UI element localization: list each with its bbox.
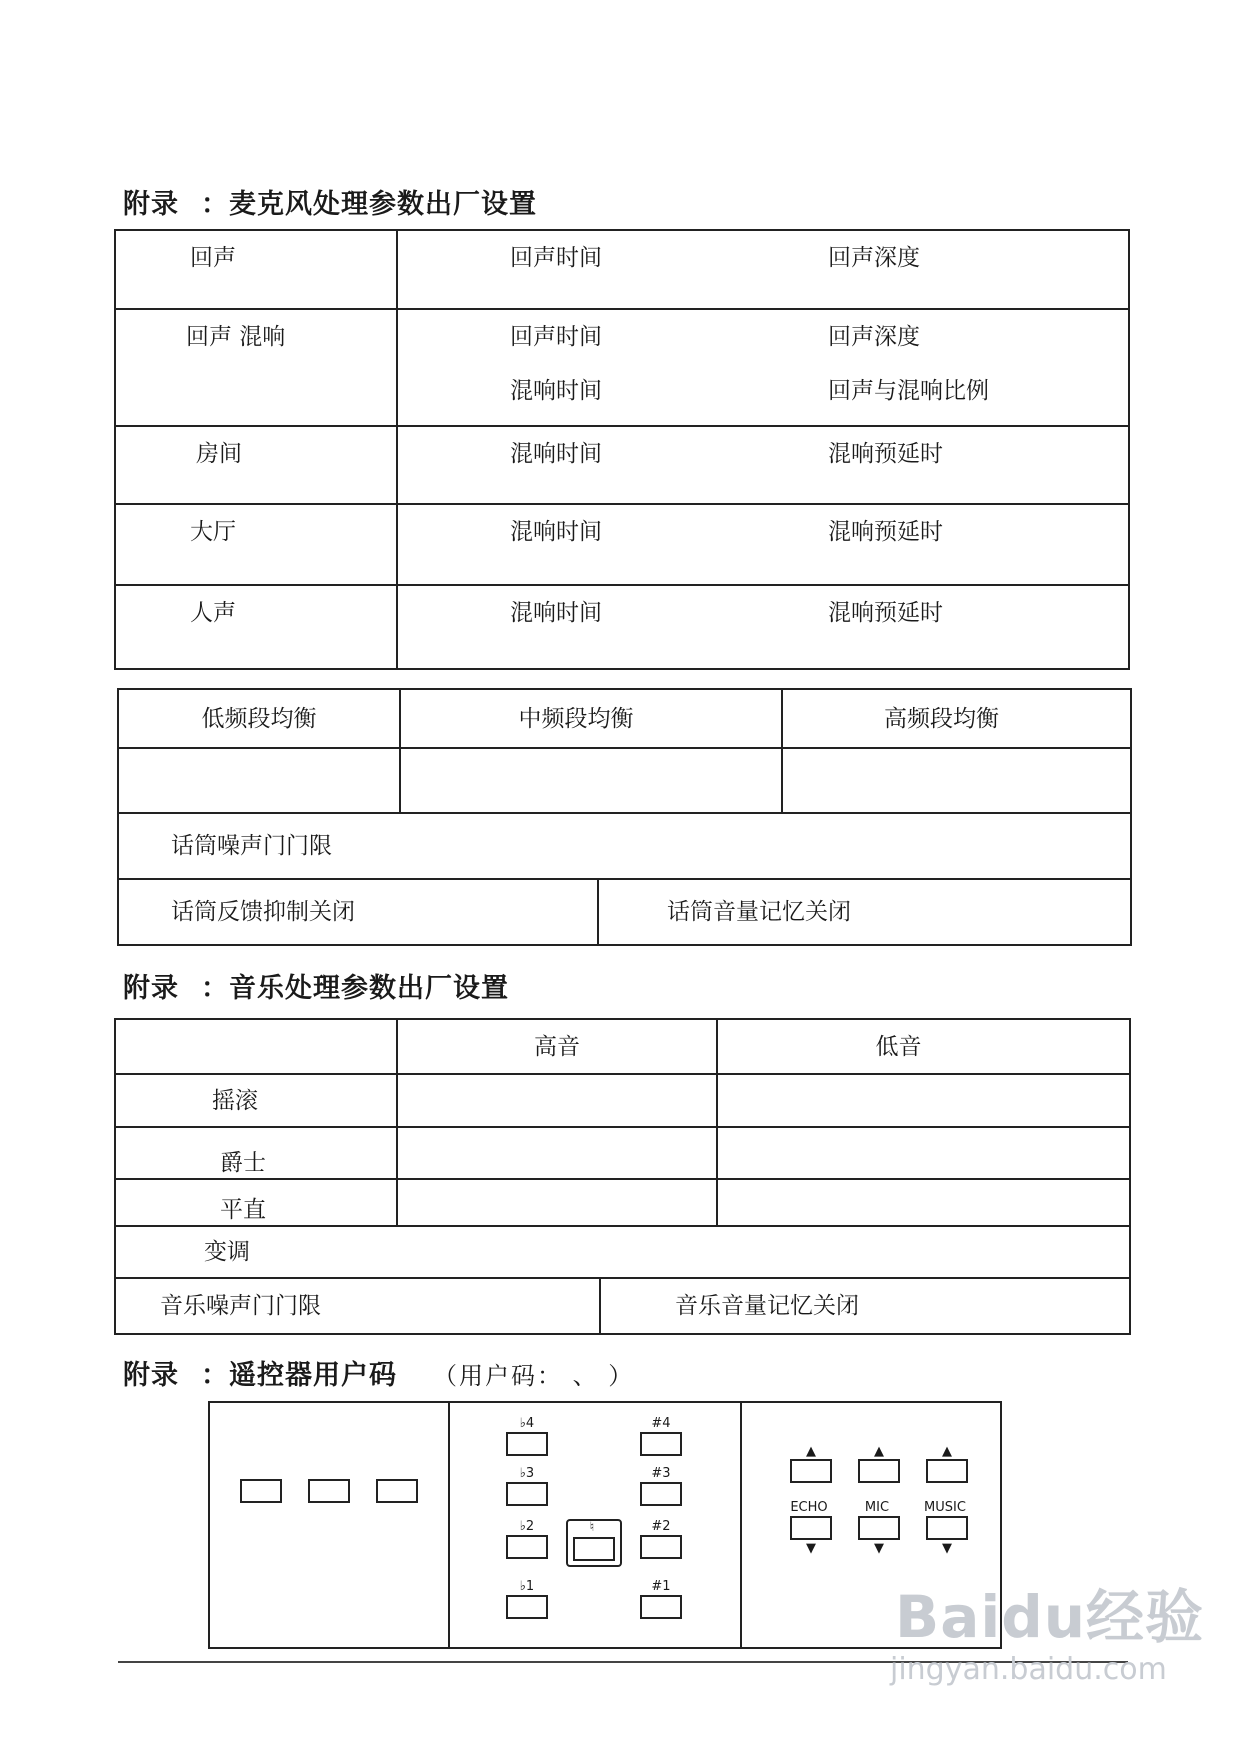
mic-feedback-off: 话筒反馈抑制关闭 <box>118 879 598 945</box>
echo-label: ECHO <box>790 1500 828 1515</box>
watermark-logo: Baidu经验 <box>895 1583 1205 1651</box>
echo-down-arrow-icon: ▼ <box>806 1541 816 1556</box>
table-row <box>118 879 1131 945</box>
echo-up-key[interactable] <box>790 1459 832 1483</box>
echo-up-arrow-icon: ▲ <box>806 1444 816 1459</box>
param-cell: 混响时间 <box>510 519 602 545</box>
table-row <box>115 1179 1130 1226</box>
mic-up-key[interactable] <box>858 1459 900 1483</box>
music-noise-gate: 音乐噪声门门限 <box>115 1278 600 1334</box>
flat-3-label: ♭3 <box>519 1466 535 1481</box>
sharp-3-label: #3 <box>651 1466 671 1481</box>
sharp-4-key[interactable] <box>640 1432 682 1456</box>
table-row <box>115 1226 1130 1278</box>
effect-name: 回声 混响 <box>115 309 397 426</box>
natural-key[interactable] <box>573 1537 615 1561</box>
flat-2-key[interactable] <box>506 1535 548 1559</box>
key-shift: 变调 <box>115 1226 1130 1278</box>
flat-2-label: ♭2 <box>519 1519 535 1534</box>
natural-label: ♮ <box>589 1520 595 1535</box>
music-label: MUSIC <box>924 1500 966 1515</box>
effect-name: 人声 <box>115 585 397 669</box>
param-cell: 回声深度 <box>828 324 920 350</box>
table-row <box>115 1278 1130 1334</box>
table-row <box>118 748 1131 813</box>
mic-volume-memory-off: 话筒音量记忆关闭 <box>598 879 1131 945</box>
mic-down-arrow-icon: ▼ <box>874 1541 884 1556</box>
music-volume-memory-off: 音乐音量记忆关闭 <box>600 1278 1130 1334</box>
effect-name: 回声 <box>115 230 397 309</box>
preset-flat: 平直 <box>115 1179 397 1226</box>
sharp-4-label: #4 <box>651 1416 671 1431</box>
music-misc-table <box>114 1277 1131 1335</box>
sharp-1-key[interactable] <box>640 1595 682 1619</box>
music-up-key[interactable] <box>926 1459 968 1483</box>
table-row <box>115 1019 1130 1074</box>
flat-1-key[interactable] <box>506 1595 548 1619</box>
mic-down-key[interactable] <box>858 1516 900 1540</box>
flat-3-key[interactable] <box>506 1482 548 1506</box>
remote-diagram <box>208 1401 1002 1649</box>
mic-up-arrow-icon: ▲ <box>874 1444 884 1459</box>
table-row <box>115 1127 1130 1179</box>
user-code-note: （用户码： 、 ） <box>433 1362 635 1390</box>
eq-value-low <box>118 748 400 813</box>
music-section-heading: 附录 ：音乐处理参数出厂设置 <box>123 973 509 1004</box>
code-box <box>240 1479 282 1503</box>
code-box <box>308 1479 350 1503</box>
treble-header: 高音 <box>397 1019 717 1074</box>
table-row <box>115 1074 1130 1127</box>
preset-rock: 摇滚 <box>115 1074 397 1127</box>
effect-name: 房间 <box>115 426 397 504</box>
music-down-arrow-icon: ▼ <box>942 1541 952 1556</box>
watermark-url: jingyan.baidu.com <box>890 1652 1167 1687</box>
effect-name: 大厅 <box>115 504 397 585</box>
param-cell: 混响时间 <box>510 378 602 404</box>
param-cell: 混响预延时 <box>828 441 943 467</box>
music-down-key[interactable] <box>926 1516 968 1540</box>
preset-jazz: 爵士 <box>115 1127 397 1179</box>
sharp-2-key[interactable] <box>640 1535 682 1559</box>
flat-1-label: ♭1 <box>519 1579 535 1594</box>
eq-value-mid <box>400 748 782 813</box>
param-cell: 混响时间 <box>510 441 602 467</box>
param-cell: 回声深度 <box>828 245 920 271</box>
flat-4-key[interactable] <box>506 1432 548 1456</box>
param-cell: 混响预延时 <box>828 600 943 626</box>
code-box <box>376 1479 418 1503</box>
mic-noise-gate: 话筒噪声门门限 <box>118 813 1131 879</box>
mic-effects-table <box>114 229 1130 670</box>
eq-header-low: 低频段均衡 <box>118 689 400 748</box>
eq-value-high <box>782 748 1131 813</box>
param-cell: 回声时间 <box>510 324 602 350</box>
eq-header-mid: 中频段均衡 <box>400 689 782 748</box>
param-cell: 混响预延时 <box>828 519 943 545</box>
eq-header-high: 高频段均衡 <box>782 689 1131 748</box>
table-row <box>118 813 1131 879</box>
music-up-arrow-icon: ▲ <box>942 1444 952 1459</box>
table-row <box>115 309 1129 426</box>
table-row <box>115 585 1129 669</box>
mic-section-heading: 附录 ：麦克风处理参数出厂设置 <box>123 189 537 220</box>
user-code-panel <box>210 1403 450 1647</box>
sharp-2-label: #2 <box>651 1519 671 1534</box>
sharp-3-key[interactable] <box>640 1482 682 1506</box>
music-eq-table <box>114 1018 1131 1279</box>
table-row <box>118 689 1131 748</box>
sharp-1-label: #1 <box>651 1579 671 1594</box>
param-cell: 回声时间 <box>510 245 602 271</box>
remote-section-heading: 附录 ：遥控器用户码 （用户码： 、 ） <box>123 1360 635 1391</box>
mic-label: MIC <box>864 1500 890 1515</box>
mic-misc-table <box>117 812 1132 946</box>
param-cell: 混响时间 <box>510 600 602 626</box>
bass-header: 低音 <box>717 1019 1130 1074</box>
table-row <box>115 426 1129 504</box>
table-row <box>115 504 1129 585</box>
table-row <box>115 230 1129 309</box>
flat-4-label: ♭4 <box>519 1416 535 1431</box>
param-cell: 回声与混响比例 <box>828 378 989 404</box>
mic-eq-table <box>117 688 1132 814</box>
key-control-panel <box>450 1403 742 1647</box>
echo-down-key[interactable] <box>790 1516 832 1540</box>
